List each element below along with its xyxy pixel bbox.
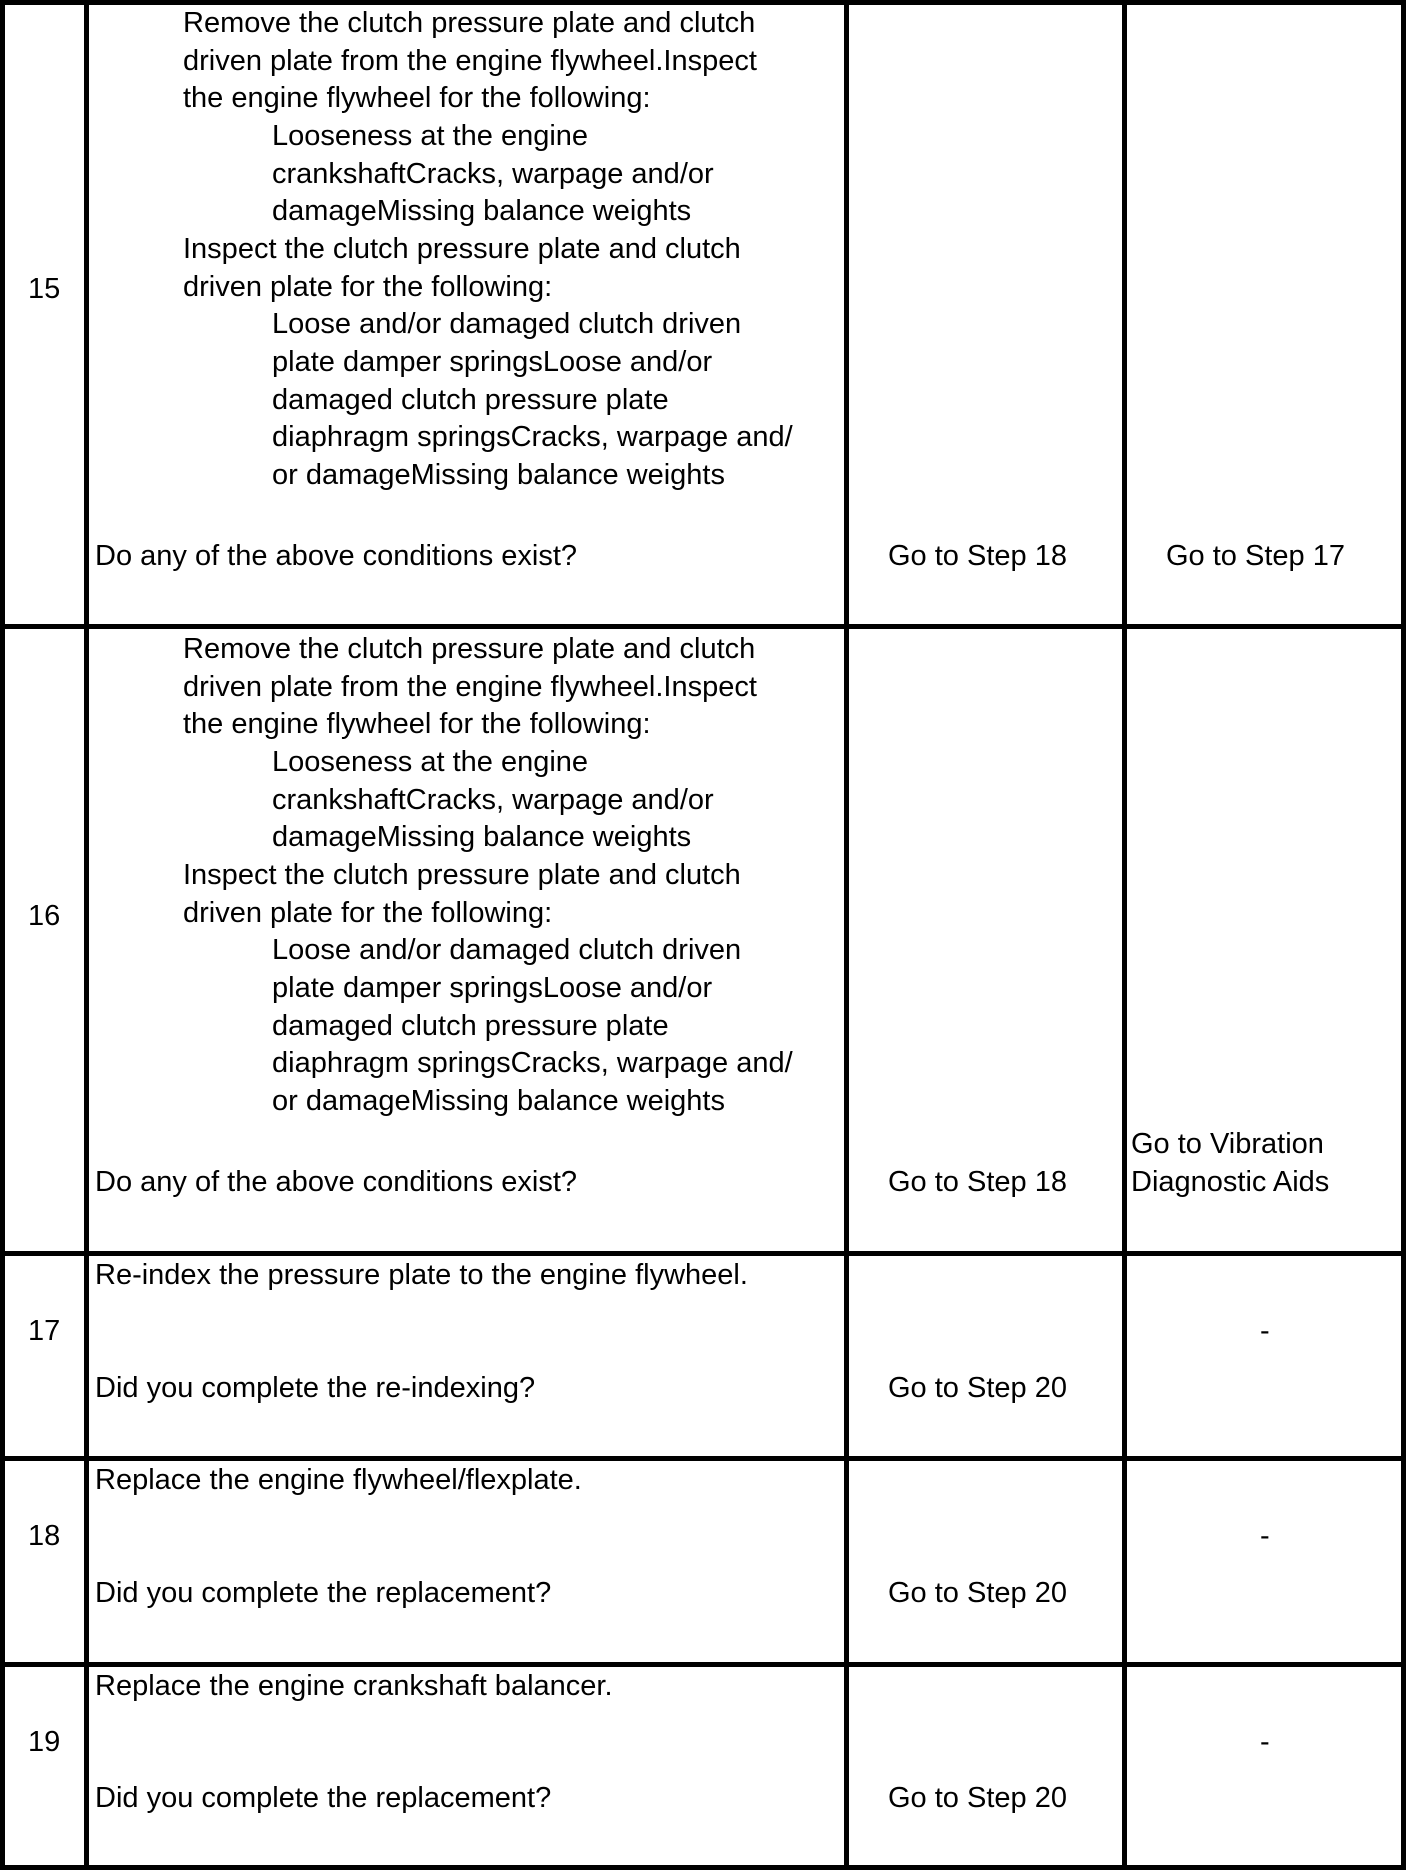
yes-action: Go to Step 18	[888, 540, 1067, 572]
instruction-line: diaphragm springsCracks, warpage and/	[272, 1047, 793, 1079]
instruction-line: driven plate from the engine flywheel.Inspect	[183, 45, 757, 77]
step-number: 19	[28, 1726, 61, 1758]
instruction-line: Loose and/or damaged clutch driven	[272, 308, 742, 340]
yes-action: Go to Step 20	[888, 1782, 1067, 1814]
instruction-text: Re-index the pressure plate to the engine flywheel.	[95, 1259, 748, 1291]
yes-action: Go to Step 20	[888, 1577, 1067, 1609]
step-number: 16	[28, 900, 61, 932]
instruction-line: diaphragm springsCracks, warpage and/	[272, 421, 793, 453]
instruction-text: Replace the engine crankshaft balancer.	[95, 1670, 613, 1702]
instruction-line: Remove the clutch pressure plate and clutch	[183, 7, 756, 39]
instruction-text: Replace the engine flywheel/flexplate.	[95, 1464, 582, 1496]
grid-line	[0, 1865, 1406, 1870]
grid-line	[0, 1456, 1406, 1461]
instruction-line: plate damper springsLoose and/or	[272, 972, 713, 1004]
instruction-line: Inspect the clutch pressure plate and clutch	[183, 859, 741, 891]
instruction-line: or damageMissing balance weights	[272, 1085, 725, 1117]
grid-line	[0, 0, 5, 1870]
no-action: -	[1260, 1726, 1270, 1758]
grid-line	[0, 624, 1406, 629]
instruction-line: the engine flywheel for the following:	[183, 82, 651, 114]
no-action: -	[1260, 1520, 1270, 1552]
grid-line	[1401, 0, 1406, 1870]
instruction-line: plate damper springsLoose and/or	[272, 346, 713, 378]
question-text: Did you complete the replacement?	[95, 1782, 552, 1814]
grid-line	[844, 0, 849, 1870]
no-action: -	[1260, 1315, 1270, 1347]
question-text: Do any of the above conditions exist?	[95, 1166, 578, 1198]
grid-line	[0, 1251, 1406, 1256]
instruction-line: crankshaftCracks, warpage and/or	[272, 158, 714, 190]
instruction-line: crankshaftCracks, warpage and/or	[272, 784, 714, 816]
instruction-line: driven plate from the engine flywheel.Inspect	[183, 671, 757, 703]
step-number: 17	[28, 1315, 61, 1347]
yes-action: Go to Step 20	[888, 1372, 1067, 1404]
instruction-line: Loose and/or damaged clutch driven	[272, 934, 742, 966]
instruction-line: driven plate for the following:	[183, 897, 553, 929]
step-number: 15	[28, 273, 61, 305]
instruction-line: Looseness at the engine	[272, 120, 589, 152]
instruction-line: driven plate for the following:	[183, 271, 553, 303]
instruction-line: Remove the clutch pressure plate and clutch	[183, 633, 756, 665]
grid-line	[1122, 0, 1127, 1870]
instruction-line: damageMissing balance weights	[272, 821, 692, 853]
yes-action: Go to Step 18	[888, 1166, 1067, 1198]
instruction-line: damageMissing balance weights	[272, 195, 692, 227]
grid-line	[0, 1662, 1406, 1667]
question-text: Did you complete the replacement?	[95, 1577, 552, 1609]
step-number: 18	[28, 1520, 61, 1552]
question-text: Did you complete the re-indexing?	[95, 1372, 536, 1404]
instruction-line: the engine flywheel for the following:	[183, 708, 651, 740]
instruction-line: damaged clutch pressure plate	[272, 384, 669, 416]
instruction-line: Looseness at the engine	[272, 746, 589, 778]
instruction-line: damaged clutch pressure plate	[272, 1010, 669, 1042]
instruction-line: Inspect the clutch pressure plate and clutch	[183, 233, 741, 265]
no-action: Diagnostic Aids	[1131, 1166, 1330, 1198]
grid-line	[84, 0, 89, 1870]
no-action: Go to Step 17	[1166, 540, 1345, 572]
instruction-line: or damageMissing balance weights	[272, 459, 725, 491]
no-action: Go to Vibration	[1131, 1128, 1324, 1160]
question-text: Do any of the above conditions exist?	[95, 540, 578, 572]
